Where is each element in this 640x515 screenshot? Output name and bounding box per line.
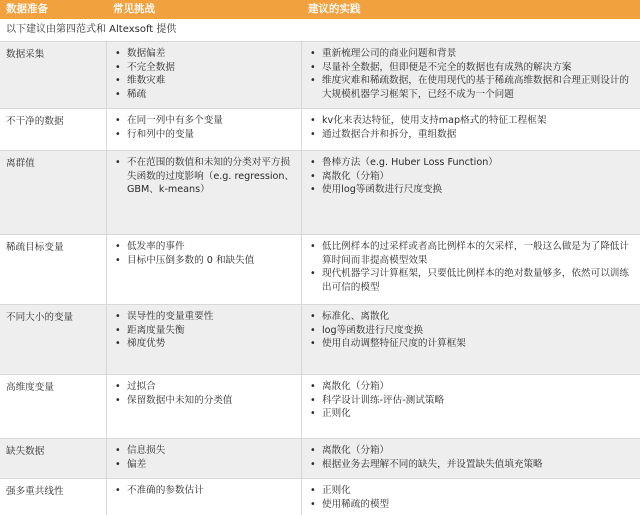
challenges-list [113, 156, 297, 197]
practices-list [308, 444, 634, 471]
practice-item: • 现代机器学习计算框架，只要低比例样本的绝对数量够多，依然可以训练出可信的模型 [308, 267, 634, 294]
row-category: 数据采集 [0, 42, 107, 108]
challenges-list [113, 240, 297, 267]
challenges-cell [107, 305, 302, 374]
challenge-item: • 稀疏 [113, 88, 297, 102]
practices-list [308, 240, 634, 294]
challenges-list [113, 484, 297, 498]
table-row [0, 304, 640, 374]
practice-item: • 标准化、离散化 [308, 310, 634, 324]
table-row [0, 234, 640, 304]
challenges-list [113, 444, 297, 471]
challenges-cell [107, 479, 302, 515]
challenges-list [113, 114, 297, 141]
table-row [0, 42, 640, 108]
row-category: 不干净的数据 [0, 109, 107, 150]
practice-item: • 鲁棒方法（e.g. Huber Loss Function） [308, 156, 634, 170]
challenge-item: • 维数灾难 [113, 74, 297, 88]
practices-list [308, 484, 634, 511]
practice-item: • 正则化 [308, 484, 634, 498]
practice-item: • 使用log等函数进行尺度变换 [308, 183, 634, 197]
practices-cell [302, 42, 640, 108]
challenge-item: • 在同一列中有多个变量 [113, 114, 297, 128]
challenge-item: • 数据偏差 [113, 47, 297, 61]
practices-cell [302, 235, 640, 304]
table-row [0, 478, 640, 515]
practice-item: • 维度灾难和稀疏数据，在使用现代的基于稀疏高维数据和合理正则设计的大规模机器学习框架下，已经不成为一个问题 [308, 74, 634, 101]
practices-list [308, 310, 634, 351]
table-row [0, 108, 640, 150]
challenges-list [113, 47, 297, 101]
challenge-item: • 距离度量失衡 [113, 324, 297, 338]
practice-item: • 使用自动调整特征尺度的计算框架 [308, 337, 634, 351]
challenges-cell [107, 375, 302, 438]
challenge-item: • 不准确的参数估计 [113, 484, 297, 498]
practice-item: • 科学设计训练-评估-测试策略 [308, 394, 634, 408]
challenges-cell [107, 151, 302, 234]
practice-item: • 离散化（分箱） [308, 170, 634, 184]
challenge-item: • 保留数据中未知的分类值 [113, 394, 297, 408]
challenges-cell [107, 109, 302, 150]
challenge-item: • 行和列中的变量 [113, 128, 297, 142]
practice-item: • kv化来表达特征，使用支持map格式的特征工程框架 [308, 114, 634, 128]
challenge-item: • 低发率的事件 [113, 240, 297, 254]
challenges-list [113, 380, 297, 407]
practices-cell [302, 439, 640, 478]
practices-cell [302, 305, 640, 374]
table-header [0, 0, 640, 19]
challenge-item: • 目标中压倒多数的 0 和缺失值 [113, 254, 297, 268]
challenges-list [113, 310, 297, 351]
challenges-cell [107, 42, 302, 108]
practice-item: • 通过数据合并和拆分，重组数据 [308, 128, 634, 142]
challenge-item: • 信息损失 [113, 444, 297, 458]
challenges-cell [107, 235, 302, 304]
table-row [0, 150, 640, 234]
practice-item: • 根据业务去理解不同的缺失，并设置缺失值填充策略 [308, 458, 634, 472]
challenge-item: • 不在范围的数值和未知的分类对平方损失函数的过度影响（e.g. regression、GBM、k-means） [113, 156, 297, 197]
practices-cell [302, 151, 640, 234]
practices-list [308, 156, 634, 197]
challenge-item: • 不完全数据 [113, 61, 297, 75]
practices-list [308, 114, 634, 141]
practice-item: • log等函数进行尺度变换 [308, 324, 634, 338]
row-category: 强多重共线性 [0, 479, 107, 515]
source-note: 以下建议由第四范式和 Altexsoft 提供 [0, 19, 640, 42]
challenge-item: • 误导性的变量重要性 [113, 310, 297, 324]
table-body [0, 42, 640, 515]
practices-list [308, 47, 634, 101]
table-row [0, 438, 640, 478]
row-category: 离群值 [0, 151, 107, 234]
practice-item: • 低比例样本的过采样或者高比例样本的欠采样，一般这么做是为了降低计算时间而非提高模型效果 [308, 240, 634, 267]
practices-cell [302, 375, 640, 438]
practices-list [308, 380, 634, 421]
practice-item: • 正则化 [308, 407, 634, 421]
header-practices: 建议的实践 [308, 3, 361, 15]
practices-cell [302, 109, 640, 150]
practices-cell [302, 479, 640, 515]
practice-item: • 离散化（分箱） [308, 380, 634, 394]
practice-item: • 离散化（分箱） [308, 444, 634, 458]
challenge-item: • 梯度优势 [113, 337, 297, 351]
practice-item: • 使用稀疏的模型 [308, 498, 634, 512]
row-category: 稀疏目标变量 [0, 235, 107, 304]
practice-item: • 尽量补全数据，但即便是不完全的数据也有成熟的解决方案 [308, 61, 634, 75]
challenges-cell [107, 439, 302, 478]
challenge-item: • 偏差 [113, 458, 297, 472]
header-challenges: 常见挑战 [113, 3, 155, 15]
header-data-prep: 数据准备 [6, 3, 48, 15]
row-category: 不同大小的变量 [0, 305, 107, 374]
row-category: 缺失数据 [0, 439, 107, 478]
row-category: 高维度变量 [0, 375, 107, 438]
challenge-item: • 过拟合 [113, 380, 297, 394]
practice-item: • 重新梳理公司的商业问题和背景 [308, 47, 634, 61]
table-row [0, 374, 640, 438]
